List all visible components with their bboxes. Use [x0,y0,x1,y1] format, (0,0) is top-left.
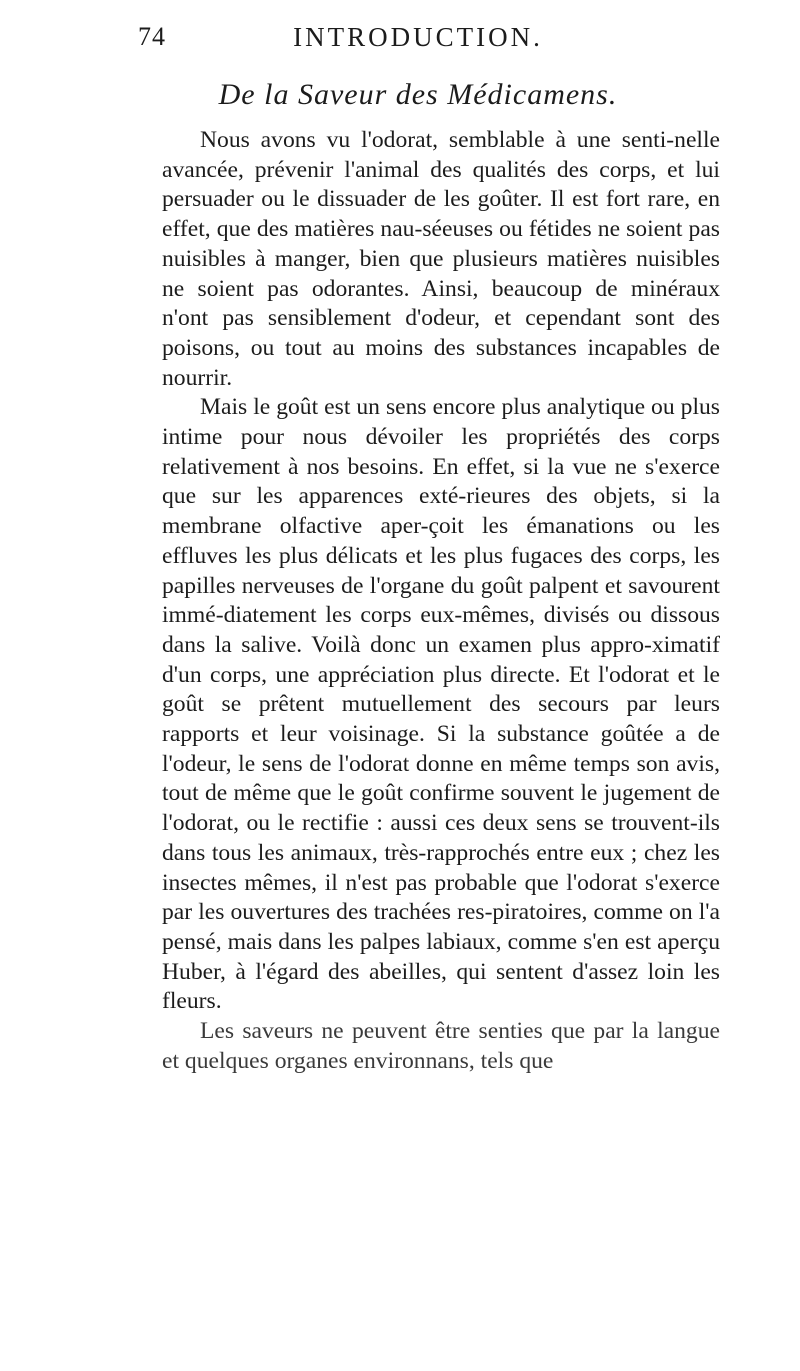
running-head: INTRODUCTION. [293,22,543,52]
body-text [162,126,720,1077]
page-header [138,22,698,58]
paragraph-2: Mais le goût est un sens encore plus analytique ou plus intime pour nous dévoiler les propriétés des corps relativement à nos besoins. En effet, si la vue ne s'exerce que sur les apparences exté-rieures des objets, si la membrane olfactive aper-çoit les émanations ou les effluves les plus délicats et les plus fugaces des corps, les papilles nerveuses de l'organe du goût palpent et savourent immé-diatement les corps eux-mêmes, divisés ou dissous dans la salive. Voilà donc un examen plus appro-ximatif d'un corps, une appréciation plus directe. Et l'odorat et le goût se prêtent mutuellement des secours par leurs rapports et leur voisinage. Si la substance goûtée a de l'odeur, le sens de l'odorat donne en même temps son avis, tout de même que le goût confirme souvent le jugement de l'odorat, ou le rectifie : aussi ces deux sens se trouvent-ils dans tous les animaux, très-rapprochés entre eux ; chez les insectes mêmes, il n'est pas probable que l'odorat s'exerce par les ouvertures des trachées res-piratoires, comme on l'a pensé, mais dans les palpes labiaux, comme s'en est aperçu Huber, à l'égard des abeilles, qui sentent d'assez loin les fleurs. [162,394,720,1015]
paragraph-1: Nous avons vu l'odorat, semblable à une senti-nelle avancée, prévenir l'animal des qualités des corps, et lui persuader ou le dissuader de les goûter. Il est fort rare, en effet, que des matières nau-séeuses ou fétides ne soient pas nuisibles à manger, bien que plusieurs matières nuisibles ne soient pas odorantes. Ainsi, beaucoup de minéraux n'ont pas sensiblement d'odeur, et cependant sont des poisons, ou tout au moins des substances incapables de nourrir. [162,127,720,391]
section-title: De la Saveur des Médicamens. [218,78,618,111]
paragraph-3: Les saveurs ne peuvent être senties que par la langue et quelques organes environnans, tels que [162,1018,720,1074]
page-number: 74 [138,22,166,51]
